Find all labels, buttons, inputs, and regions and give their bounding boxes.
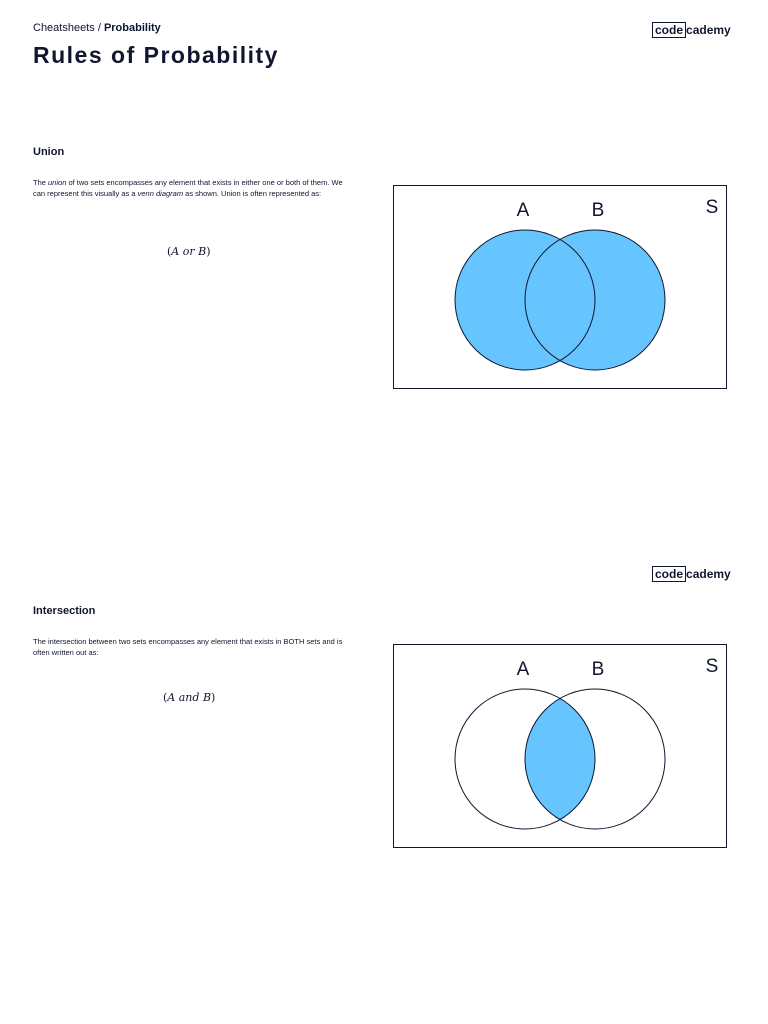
breadcrumb-parent-link[interactable]: Cheatsheets	[33, 22, 95, 34]
breadcrumb	[33, 22, 161, 34]
sample-space-label: S	[705, 656, 719, 677]
intersection-formula: (A and B)	[163, 691, 216, 704]
logo-cademy-text: cademy	[686, 567, 731, 581]
intersection-description: The intersection between two sets encompasses any element that exists in BOTH sets and is often written out as:	[33, 637, 343, 657]
codecademy-logo[interactable]	[652, 22, 731, 38]
logo-code-box: code	[652, 22, 686, 38]
logo-cademy-text: cademy	[686, 23, 731, 37]
intersection-section-title: Intersection	[33, 605, 96, 617]
union-section-title: Union	[33, 146, 65, 158]
sample-space-label: S	[705, 197, 719, 218]
logo-code-box: code	[652, 566, 686, 582]
set-b-label: B	[591, 200, 605, 221]
union-formula: (A or B)	[167, 245, 211, 258]
breadcrumb-separator: /	[94, 22, 104, 34]
intersection-venn-diagram	[393, 644, 728, 849]
codecademy-logo-page2[interactable]	[652, 566, 731, 582]
set-a-label: A	[516, 200, 530, 221]
set-b-label: B	[591, 659, 605, 680]
set-a-label: A	[516, 659, 530, 680]
page-title: Rules of Probability	[33, 42, 279, 68]
union-venn-diagram	[393, 185, 728, 390]
breadcrumb-current: Probability	[103, 22, 161, 34]
union-description: The union of two sets encompasses any element that exists in either one or both of them. We can represent this visually as a venn diagram as shown. Union is often represented as:	[33, 178, 343, 198]
